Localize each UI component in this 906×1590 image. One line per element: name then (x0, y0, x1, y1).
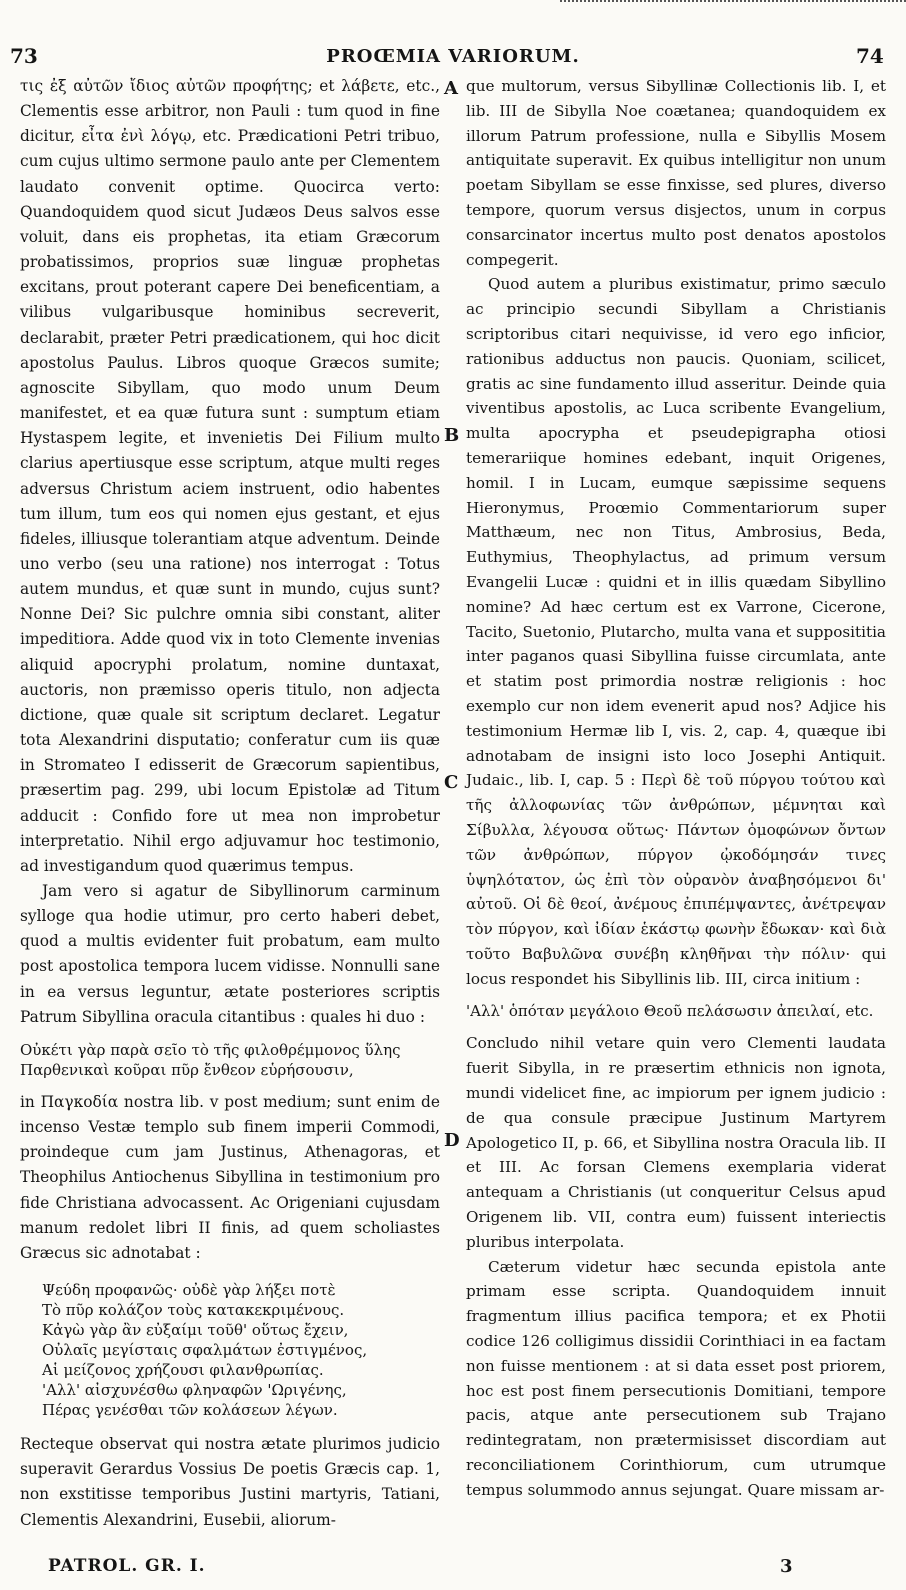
page-number-right: 74 (856, 44, 884, 68)
greek-line: Παρθενικαὶ κοῦραι πῦρ ἔνθεον εὑρήσουσιν, (20, 1060, 354, 1079)
poem-line: Κἀγὼ γὰρ ἂν εὐξαίμι τοῦθ' οὕτως ἔχειν, (42, 1321, 349, 1340)
poem-line: Ψεύδη προφανῶς· οὐδὲ γὰρ λήξει ποτὲ (42, 1281, 336, 1300)
poem-line: Οὐλαῖς μεγίσταις σφαλμάτων ἐστιγμένος, (42, 1341, 368, 1360)
poem-line: Αἱ μείζονος χρήζουσι φιλανθρωπίας. (42, 1361, 324, 1380)
poem-line: 'Αλλ' αἰσχυνέσθω φληναφῶν 'Ωριγένης, (42, 1381, 347, 1400)
greek-line: Οὐκέτι γὰρ παρὰ σεῖο τὸ τῆς φιλοθρέμμονος ὕλης (20, 1040, 401, 1059)
running-title: PROŒMIA VARIORUM. (326, 46, 580, 67)
page-header (0, 44, 906, 72)
right-paragraph-2: Quod autem a pluribus existimatur, primo sæculo ac principio secundi Sibyllam a Christianis scriptoribus citari nequivisse, id vero ego inficior, rationibus adductus non paucis. Quoniam, scilicet, gratis ac sine fundamento illud asseritur. Deinde quia viventibus apostolis, ac Luca scribente Evangelium, multa apocrypha et pseudepigrapha otiosi temerariique homines edebant, inquit Origenes, homil. I in Lucam, eumque sæpissime sequens Hieronymus, Proœmio Commentariorum super Matthæum, nec non Titus, Ambrosius, Beda, Euthymius, Theophylactus, ad primum versum Evangelii Lucæ : quidni et in illis quædam Sibyllino nomine? Ad hæc certum est ex Varrone, Cicerone, Tacito, Suetonio, Plutarcho, multa vana et supposititia inter paganos quasi Sibyllina fuisse circumlata, ante et statim post primordia nostræ religionis : hoc exemplo cur non idem evenerit apud nos? Adjice his testimonium Hermæ lib I, vis. 2, cap. 4, quæque ibi adnotabam de insigni isto loco Josephi Antiquit. Judaic., lib. I, cap. 5 : Περὶ δὲ τοῦ πύργου τούτου καὶ τῆς ἀλλοφωνίας τῶν ἀνθρώπων, μέμνηται καὶ Σίβυλλα, λέγουσα οὕτως· Πάντων ὁμοφώνων ὄντων τῶν ἀνθρώπων, πύργον ᾠκοδόμησάν τινες ὑψηλότατον, ὡς ἐπὶ τὸν οὐρανὸν ἀναβησόμενοι δι' αὐτοῦ. Οἱ δὲ θεοί, ἀνέμους ἐπιπέμψαντες, ἀνέτρεψαν τὸν πύργον, καὶ ἰδίαν ἑκάστῳ φωνὴν ἔδωκαν· καὶ διὰ τοῦτο Βαβυλῶνα συνέβη κληθῆναι τὴν πόλιν· qui locus respondet his Sibyllinis lib. III, circa initium : (466, 275, 886, 988)
margin-letter-c: C (444, 772, 459, 793)
margin-letter-a: A (444, 78, 458, 99)
footer-signature: PATROL. GR. I. (48, 1556, 206, 1576)
scholiast-poem (42, 1280, 440, 1420)
poem-line: Πέρας γενέσθαι τῶν κολάσεων λέγων. (42, 1401, 338, 1420)
left-paragraph-3: in Παγκοδία nostra lib. v post medium; sunt enim de incenso Vestæ templo sub finem imperii Commodi, proindeque cum jam Justinus, Athenagoras, et Theophilus Antiochenus Sibyllina in testimonium pro fide Christiana advocassent. Ac Origeniani cujusdam manum redolet libri II finis, ad quem scholiastes Græcus sic adnotabat : (20, 1092, 440, 1262)
right-paragraph-4: Cæterum videtur hæc secunda epistola ante primam esse scripta. Quandoquidem innuit fragmentum illius pacifica tempora; et ex Photii codice 126 colligimus dissidii Corinthiaci in ea factam non fuisse mentionem : at si data esset post priorem, hoc est post finem persecutionis Domitiani, tempore pacis, atque ante persecutionem sub Trajano redintegratam, non prætermisisset discordiam aut reconciliationem Corinthiorum, cum utrumque tempus solummodo annus sejungat. Quare missam ar- (466, 1257, 886, 1499)
margin-letter-b: B (444, 425, 460, 446)
left-column (20, 74, 440, 1533)
top-rule (560, 0, 906, 5)
margin-letter-d: D (444, 1130, 460, 1151)
greek-quotation (20, 1040, 440, 1080)
footer-sheet-number: 3 (780, 1556, 793, 1577)
left-paragraph-4: Recteque observat qui nostra ætate plurimos judicio superavit Gerardus Vossius De poetis Græcis cap. 1, non exstitisse temporibus Justini martyris, Tatiani, Clementis Alexandrini, Eusebii, aliorum- (20, 1435, 440, 1529)
poem-line: Τὸ πῦρ κολάζον τοὺς κατακεκριμένους. (42, 1301, 345, 1320)
page-number-left: 73 (10, 44, 38, 68)
left-paragraph-2: Jam vero si agatur de Sibyllinorum carminum sylloge qua hodie utimur, pro certo haberi debet, quod a multis evidenter fuit probatum, eam multo post apostolica tempora lucem vidisse. Nonnulli sane in ea versus leguntur, ætate posteriores scriptis Patrum Sibyllina oracula citantibus : quales hi duo : (20, 882, 440, 1026)
right-paragraph-1: que multorum, versus Sibyllinæ Collectionis lib. I, et lib. III de Sibylla Noe coætanea; quandoquidem ex illorum Patrum professione, nulla e Sibyllis Mosem antiquitate superavit. Ex quibus intelligitur non unum poetam Sibyllam se esse finxisse, sed plures, diverso tempore, quorum versus disjectos, unum in corpus consarcinator incertus multo post denatos apostolos compegerit. (466, 77, 886, 269)
greek-verse-line: 'Αλλ' ὁπόταν μεγάλοιο Θεοῦ πελάσωσιν ἀπειλαί, etc. (466, 1002, 874, 1021)
right-column (466, 74, 886, 1503)
left-paragraph-1: τις ἐξ αὐτῶν ἴδιος αὐτῶν προφήτης; et λάβετε, etc., Clementis esse arbitror, non Pauli : tum quod in fine dicitur, εἶτα ἐνὶ λόγῳ, etc. Prædicationi Petri tribuo, cum cujus ultimo sermone paulo ante per Clementem laudato convenit optime. Quocirca verto: Quandoquidem quod sicut Judæos Deus salvos esse voluit, dans eis prophetas, ita etiam Græcorum probatissimos, proprios suæ linguæ prophetas excitans, prout poterant capere Dei beneficentiam, a vilibus vulgaribusque hominibus secreverit, declarabit, præter Petri prædicationem, qui hoc dicit apostolus Paulus. Libros quoque Græcos sumite; agnoscite Sibyllam, quo modo unum Deum manifestet, et ea quæ futura sunt : sumptum etiam Hystaspem legite, et invenietis Dei Filium multo clarius apertiusque esse scriptum, atque multi reges adversus Christum aciem instruent, odio habentes tum illum, tum eos qui nomen ejus gestant, et ejus fideles, illiusque tolerantiam atque adventum. Deinde uno verbo (seu una ratione) nos interrogat : Totus autem mundus, et quæ sunt in mundo, cujus sunt? Nonne Dei? Sic pulchre omnia sibi constant, aliter impeditiora. Adde quod vix in toto Clemente invenias aliquid apocryphi prolatum, nomine duntaxat, auctoris, non præmisso operis titulo, non adjecta dictione, quæ quale sit scriptum declaret. Legatur tota Alexandrini disputatio; conferatur cum iis quæ in Stromateo I edisserit de Græcorum sapientibus, præsertim pag. 299, ubi locum Epistolæ ad Titum adducit : Confido fore ut mea non improbetur interpretatio. Nihil ergo adjuvamur hoc testimonio, ad investigandum quod quærimus tempus. (20, 77, 440, 875)
right-paragraph-3: Concludo nihil vetare quin vero Clementi laudata fuerit Sibylla, in re præsertim ethnicis non ignota, mundi videlicet fine, ac impiorum per ignem judicio : de qua consule præcipue Justinum Martyrem Apologetico II, p. 66, et Sibyllina nostra Oracula lib. II et III. Ac forsan Clemens exemplaria viderat antequam a Christianis (ut conqueritur Celsus apud Origenem lib. VII, contra eum) fuissent interiectis pluribus interpolata. (466, 1034, 886, 1251)
